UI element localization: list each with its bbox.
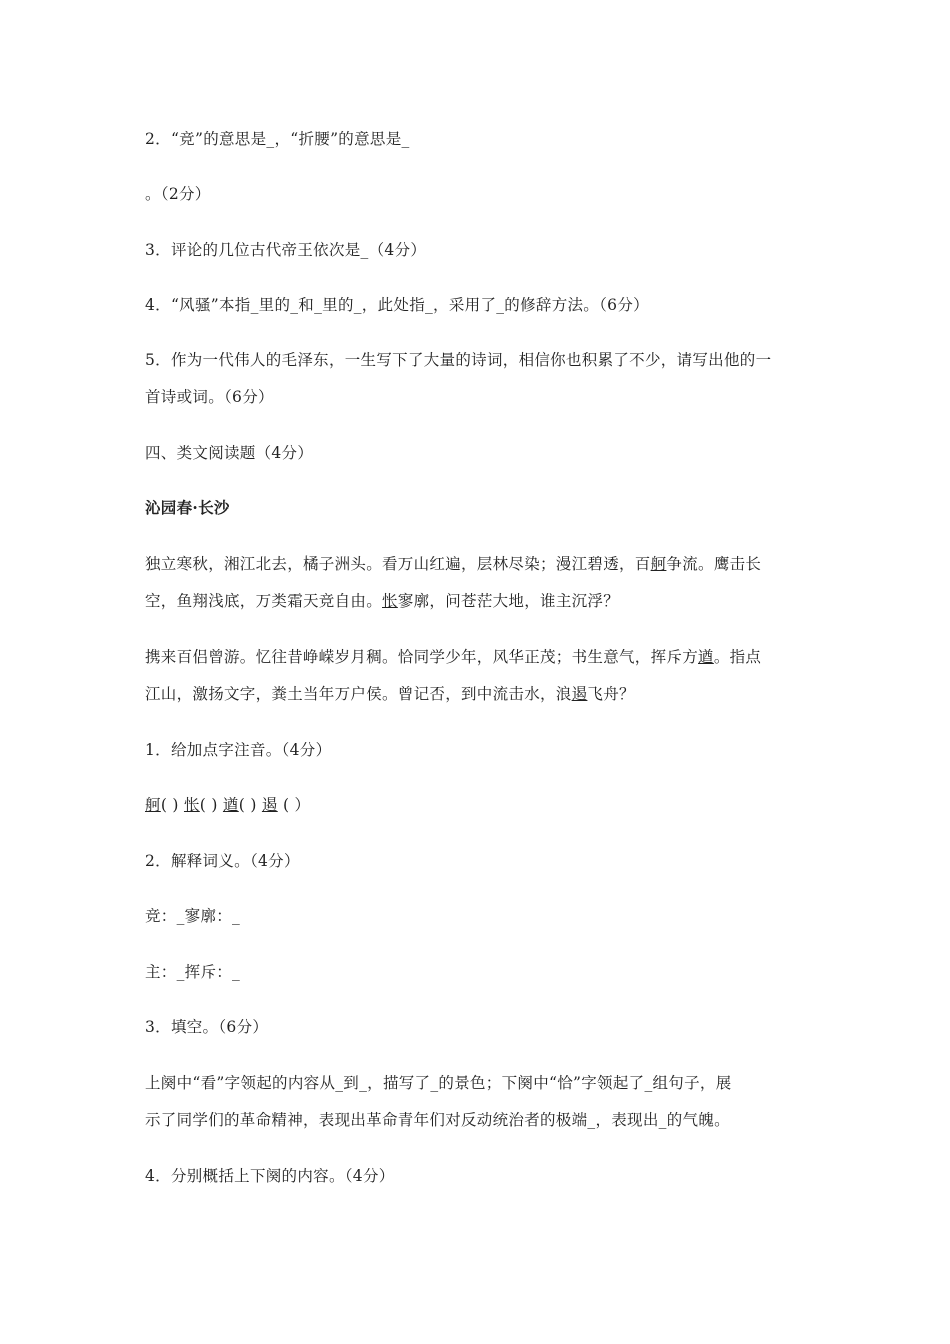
question-5-line-2: 首诗或词。（6分） bbox=[145, 388, 274, 406]
text-segment: 江山，激扬文字，粪土当年万户侯。曾记否，到中流击水，浪 bbox=[145, 685, 572, 703]
text-segment: 独立寒秋，湘江北去，橘子洲头。看万山红遍，层林尽染；漫江碧透，百 bbox=[145, 555, 651, 573]
pinyin-blank: ( ) bbox=[160, 796, 184, 814]
dotted-char: 怅 bbox=[183, 796, 200, 814]
poem-paragraph-2-line-1 bbox=[145, 647, 810, 667]
question-2-line-1: 2．“竞”的意思是_，“折腰”的意思是_ bbox=[145, 130, 410, 148]
dotted-char: 遏 bbox=[571, 685, 588, 703]
poem-paragraph-1-line-2 bbox=[145, 591, 810, 611]
poem-title: 沁园春·长沙 bbox=[145, 498, 230, 517]
poem-paragraph-2-line-2 bbox=[145, 684, 810, 704]
text-segment: 飞舟？ bbox=[587, 685, 635, 703]
text-segment: 寥廓，问苍茫大地，谁主沉浮？ bbox=[397, 592, 620, 610]
sub-question-3: 3．填空。（6分） bbox=[145, 1018, 269, 1036]
text-segment: 。指点 bbox=[713, 648, 762, 666]
dotted-char: 遒 bbox=[222, 796, 239, 814]
sub-question-2-line-b: 主：_挥斥：_ bbox=[145, 963, 241, 981]
text-segment: 争流。鹰击长 bbox=[666, 555, 762, 573]
sub-question-4: 4．分别概括上下阕的内容。（4分） bbox=[145, 1167, 395, 1185]
text-segment: 空，鱼翔浅底，万类霜天竞自由。 bbox=[145, 592, 383, 610]
pinyin-blank: ( ) bbox=[238, 796, 262, 814]
question-3: 3．评论的几位古代帝王依次是_（4分） bbox=[145, 241, 427, 259]
sub-question-1: 1．给加点字注音。（4分） bbox=[145, 741, 332, 759]
dotted-char: 怅 bbox=[382, 592, 398, 610]
sub-question-2: 2．解释词义。（4分） bbox=[145, 852, 300, 870]
text-segment: 携来百侣曾游。忆往昔峥嵘岁月稠。恰同学少年，风华正茂；书生意气，挥斥方 bbox=[145, 648, 699, 666]
dotted-char: 遏 bbox=[261, 796, 278, 814]
sub-question-1-answer-line bbox=[145, 795, 810, 815]
sub-question-3-line-2: 示了同学们的革命精神，表现出革命青年们对反动统治者的极端_，表现出_的气魄。 bbox=[145, 1111, 730, 1129]
question-2-line-2: 。（2分） bbox=[145, 185, 211, 203]
sub-question-3-line-1: 上阕中“看”字领起的内容从_到_，描写了_的景色；下阕中“恰”字领起了_组句子，展 bbox=[145, 1074, 732, 1092]
dotted-char: 舸 bbox=[145, 796, 161, 814]
section-4-heading: 四、类文阅读题（4分） bbox=[145, 444, 314, 462]
dotted-char: 遒 bbox=[698, 648, 714, 666]
poem-paragraph-1-line-1 bbox=[145, 554, 810, 574]
sub-question-2-line-a: 竞：_寥廓：_ bbox=[145, 907, 241, 925]
question-4: 4．“风骚”本指_里的_和_里的_，此处指_，采用了_的修辞方法。（6分） bbox=[145, 296, 649, 314]
dotted-char: 舸 bbox=[650, 555, 667, 573]
question-5-line-1: 5．作为一代伟人的毛泽东，一生写下了大量的诗词，相信你也积累了不少，请写出他的一 bbox=[145, 351, 772, 369]
pinyin-blank: ( ) bbox=[199, 796, 223, 814]
pinyin-blank: ( ） bbox=[277, 796, 311, 814]
